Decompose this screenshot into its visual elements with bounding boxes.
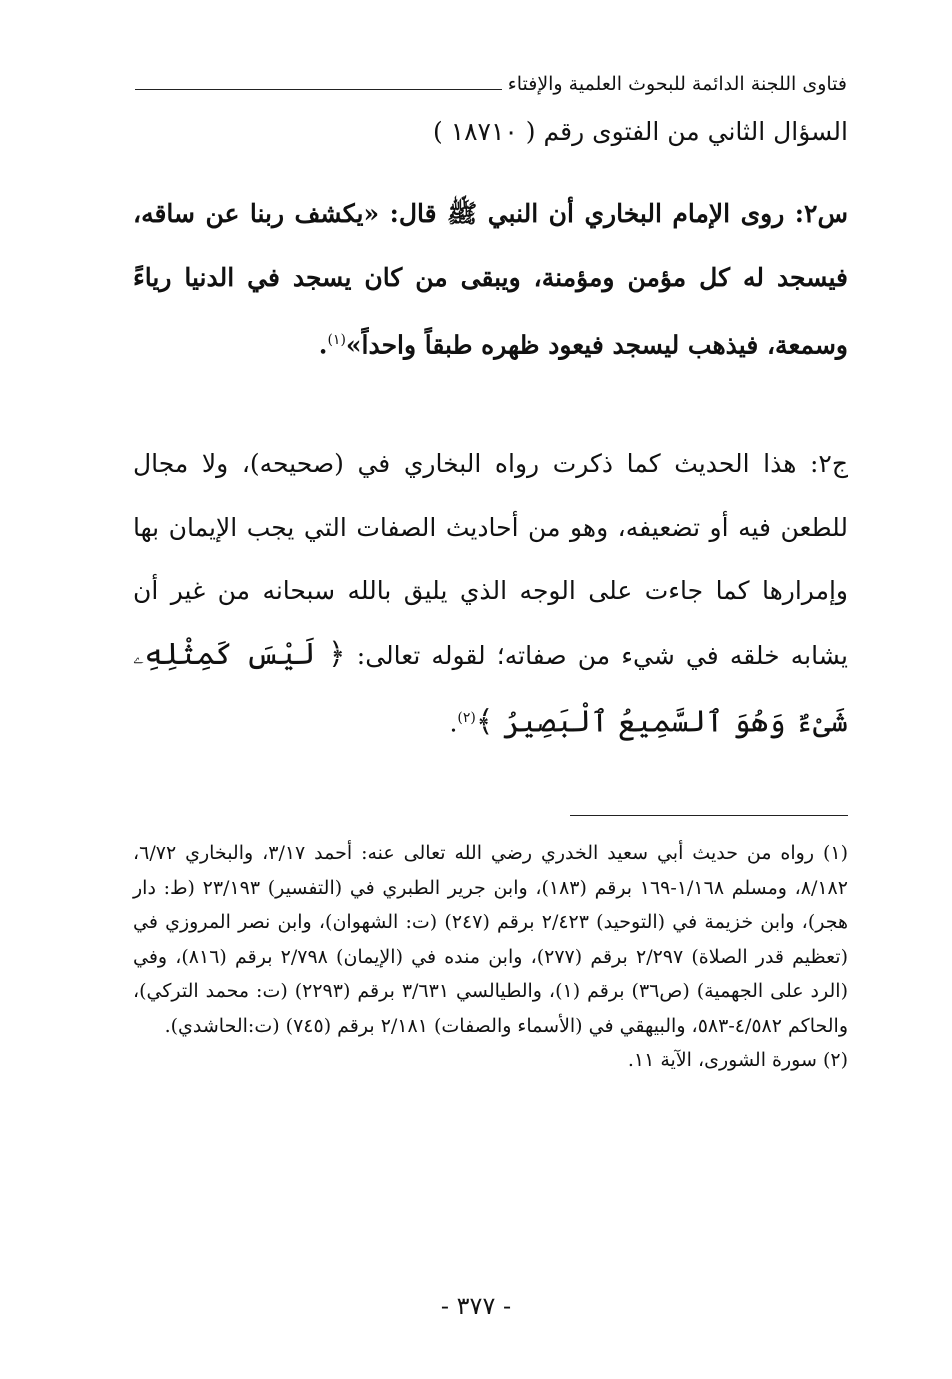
question-end: .: [318, 330, 328, 360]
answer-end: .: [449, 708, 458, 738]
question-title: السؤال الثاني من الفتوى رقم ( ١٨٧١٠ ): [432, 117, 848, 146]
question-paragraph: [133, 182, 848, 377]
answer-text: هذا الحديث كما ذكرت رواه البخاري في (صحيحه)، ولا مجال للطعن فيه أو تضعيفه، وهو من أحاديث الصفات التي يجب الإيمان بها وإمرارها كما جاءت على الوجه الذي يليق بالله سبحانه من غير أن يشابه خلقه في شيء من صفاته؛ لقوله تعالى:: [133, 449, 848, 670]
quran-verse: ﴿ لَيْسَ كَمِثْلِهِۦ شَىْءٌ وَهُوَ ٱلسَّمِيعُ ٱلْبَصِيرُ ﴾: [133, 636, 848, 740]
running-header: [135, 58, 847, 94]
question-marker: س٢:: [794, 199, 848, 228]
answer-marker: ج٢:: [809, 449, 848, 478]
footnote-ref-2: (٢): [457, 710, 476, 726]
footnote-separator: [570, 815, 848, 816]
footnote-2: (٢) سورة الشورى، الآية ١١.: [627, 1049, 848, 1071]
page-number: - ٣٧٧ -: [440, 1292, 512, 1320]
header-rule: [135, 89, 502, 90]
question-text: روى الإمام البخاري أن النبي ﷺ قال: «يكشف ربنا عن ساقه، فيسجد له كل مؤمن ومؤمنة، ويبقى من كان يسجد في الدنيا رياءً وسمعة، فيذهب ليسجد فيعود ظهره طبقاً واحداً»: [133, 199, 848, 360]
footnotes: [133, 836, 848, 1078]
answer-paragraph: [133, 432, 848, 755]
footnote-ref-1: (١): [327, 332, 346, 348]
footnote-1: (١) رواه من حديث أبي سعيد الخدري رضي الله تعالى عنه: أحمد ٣/١٧، والبخاري ٦/٧٢، ٨/١٨٢، ومسلم ١/١٦٨-١٦٩ برقم (١٨٣)، وابن جرير الطبري في (التفسير) ٢٣/١٩٣ (ط: دار هجر)، وابن خزيمة في (التوحيد) ٢/٤٢٣ برقم (٢٤٧) (ت: الشهوان)، وابن نصر المروزي في (تعظيم قدر الصلاة) ٢/٢٩٧ برقم (٢٧٧)، وابن منده في (الإيمان) ٢/٧٩٨ برقم (٨١٦)، وفي (الرد على الجهمية) (ص٣٦) برقم (١)، والطيالسي ٣/٦٣١ برقم (٢٢٩٣) (ت: محمد التركي)، والحاكم ٤/٥٨٢-٥٨٣، والبيهقي في (الأسماء والصفات) ٢/١٨١ برقم (٧٤٥) (ت:الحاشدي).: [133, 842, 848, 1037]
header-title: فتاوى اللجنة الدائمة للبحوث العلمية والإفتاء: [507, 73, 847, 95]
